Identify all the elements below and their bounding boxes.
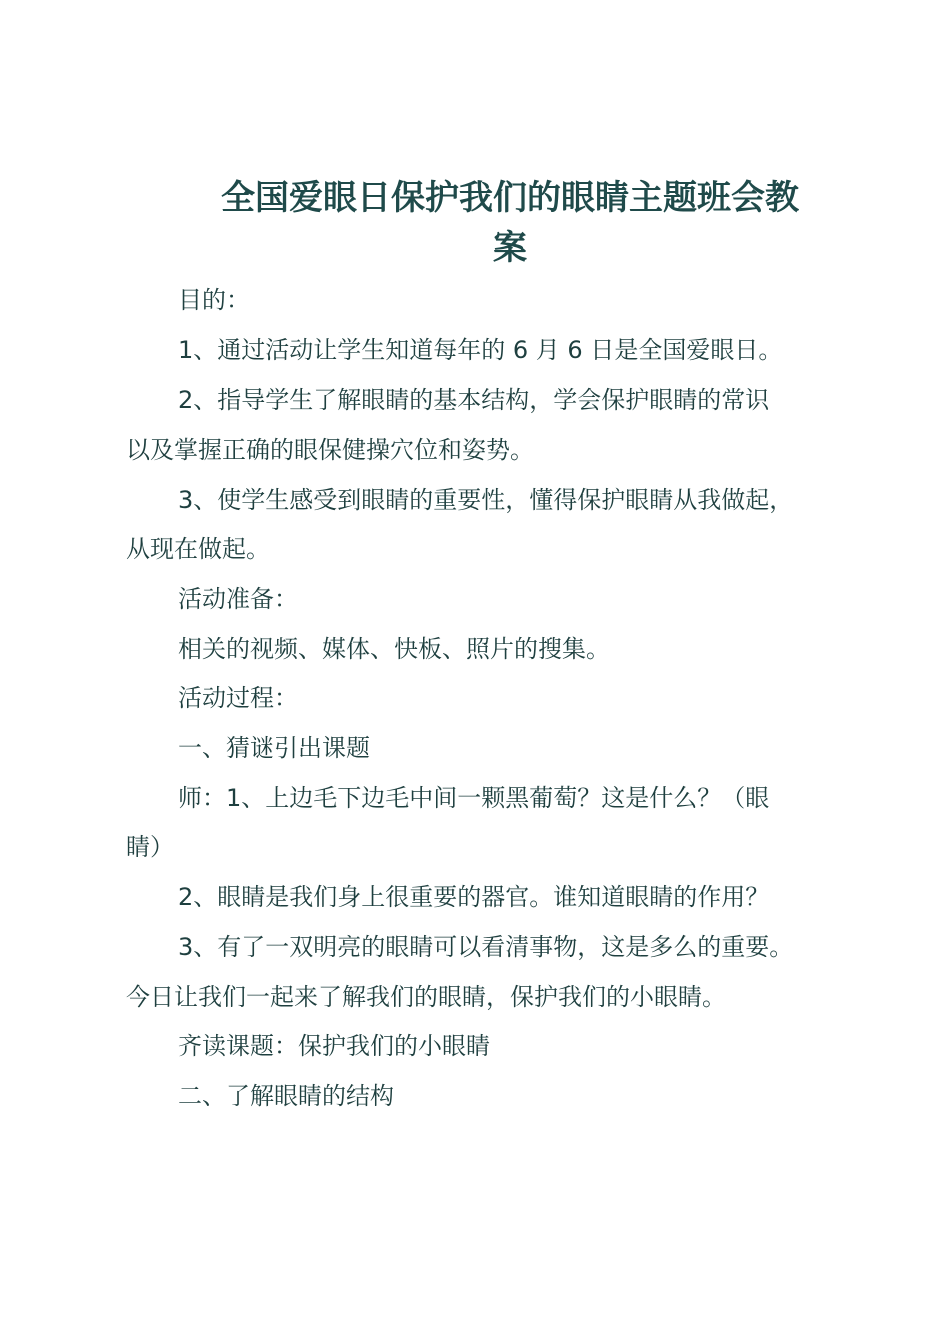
paragraph-line: 1、通过活动让学生知道每年的 6 月 6 日是全国爱眼日。 xyxy=(178,336,783,364)
paragraph-line: 相关的视频、媒体、快板、照片的搜集。 xyxy=(178,635,610,663)
paragraph-line: 睛） xyxy=(126,833,174,861)
paragraph-line: 齐读课题：保护我们的小眼睛 xyxy=(178,1032,490,1060)
paragraph-line: 一、猜谜引出课题 xyxy=(178,734,370,762)
paragraph-line: 3、有了一双明亮的眼睛可以看清事物，这是多么的重要。 xyxy=(178,933,794,961)
paragraph-line: 活动过程： xyxy=(178,684,298,712)
paragraph-line: 师：1、上边毛下边毛中间一颗黑葡萄？这是什么？（眼 xyxy=(178,784,770,812)
paragraph-line: 今日让我们一起来了解我们的眼睛，保护我们的小眼睛。 xyxy=(126,983,726,1011)
paragraph-line: 2、指导学生了解眼睛的基本结构，学会保护眼睛的常识 xyxy=(178,386,770,414)
document-title-line-2: 案 xyxy=(493,228,527,268)
paragraph-line: 二、了解眼睛的结构 xyxy=(178,1082,394,1110)
paragraph-line: 以及掌握正确的眼保健操穴位和姿势。 xyxy=(126,436,534,464)
paragraph-line: 2、眼睛是我们身上很重要的器官。谁知道眼睛的作用？ xyxy=(178,883,770,911)
paragraph-line: 3、使学生感受到眼睛的重要性，懂得保护眼睛从我做起， xyxy=(178,486,794,514)
paragraph-line: 从现在做起。 xyxy=(126,535,270,563)
paragraph-line: 活动准备： xyxy=(178,585,298,613)
document-title-line-1: 全国爱眼日保护我们的眼睛主题班会教 xyxy=(221,178,799,218)
paragraph-line: 目的： xyxy=(178,286,250,314)
